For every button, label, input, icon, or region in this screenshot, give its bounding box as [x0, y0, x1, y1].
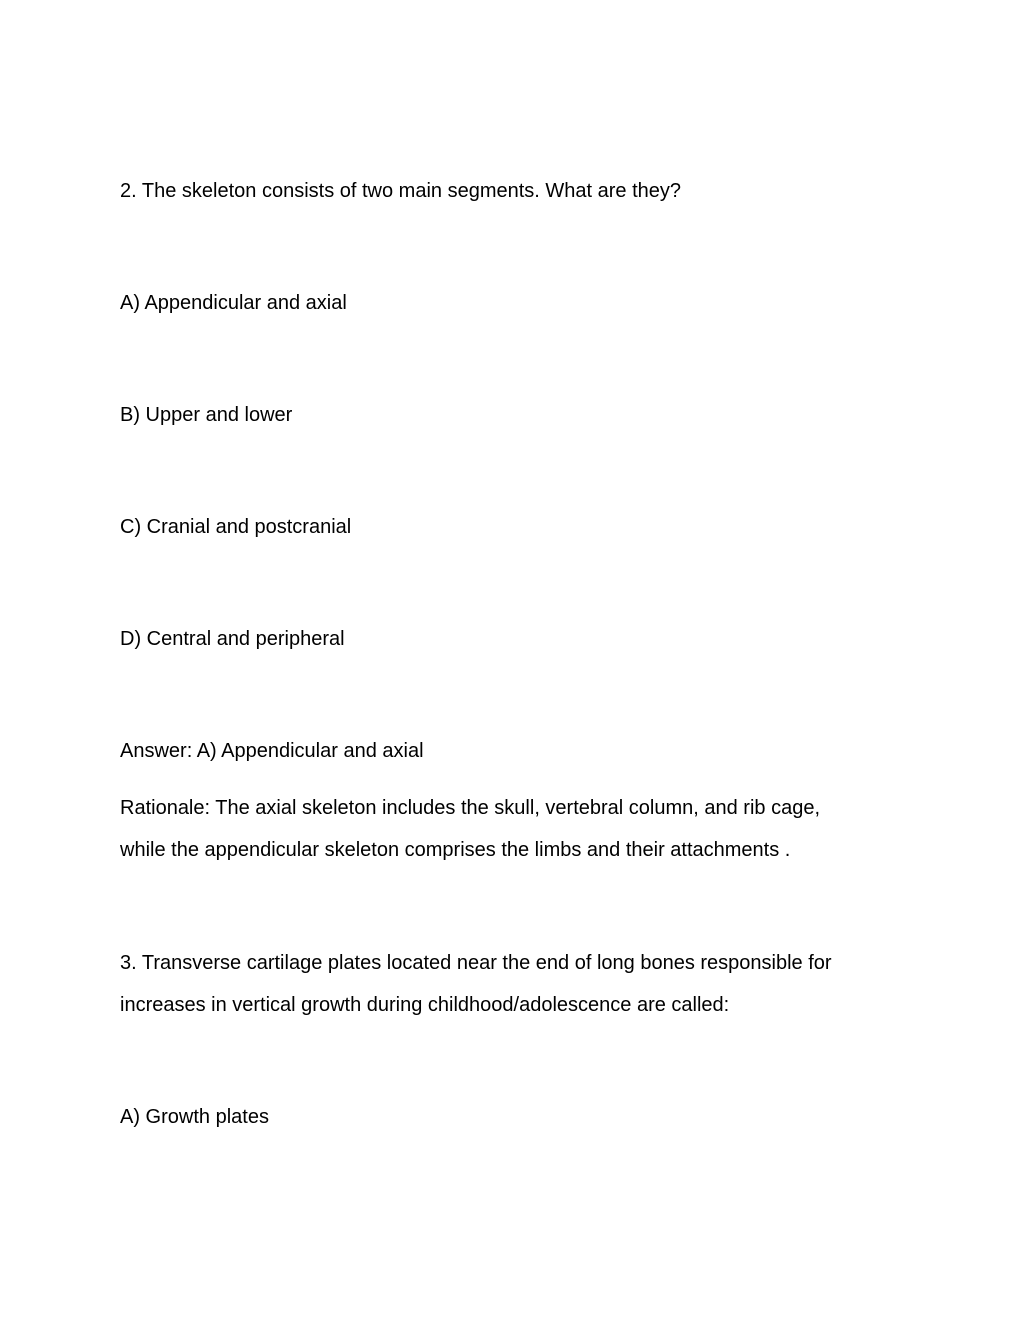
question-3-option-a: A) Growth plates [120, 1106, 269, 1128]
question-2-option-d: D) Central and peripheral [120, 628, 345, 650]
question-2-option-b: B) Upper and lower [120, 404, 293, 426]
question-3-text-line-1: 3. Transverse cartilage plates located near the end of long bones responsible for [120, 952, 832, 974]
question-3-text-line-2: increases in vertical growth during childhood/adolescence are called: [120, 994, 730, 1016]
question-2-text: 2. The skeleton consists of two main segments. What are they? [120, 180, 682, 202]
question-2-answer: Answer: A) Appendicular and axial [120, 740, 424, 762]
question-2-option-a: A) Appendicular and axial [120, 292, 347, 314]
question-2-rationale-line-1: Rationale: The axial skeleton includes the skull, vertebral column, and rib cage, [120, 797, 821, 819]
question-2-rationale-line-2: while the appendicular skeleton comprises the limbs and their attachments . [120, 839, 791, 861]
question-2-option-c: C) Cranial and postcranial [120, 516, 352, 538]
